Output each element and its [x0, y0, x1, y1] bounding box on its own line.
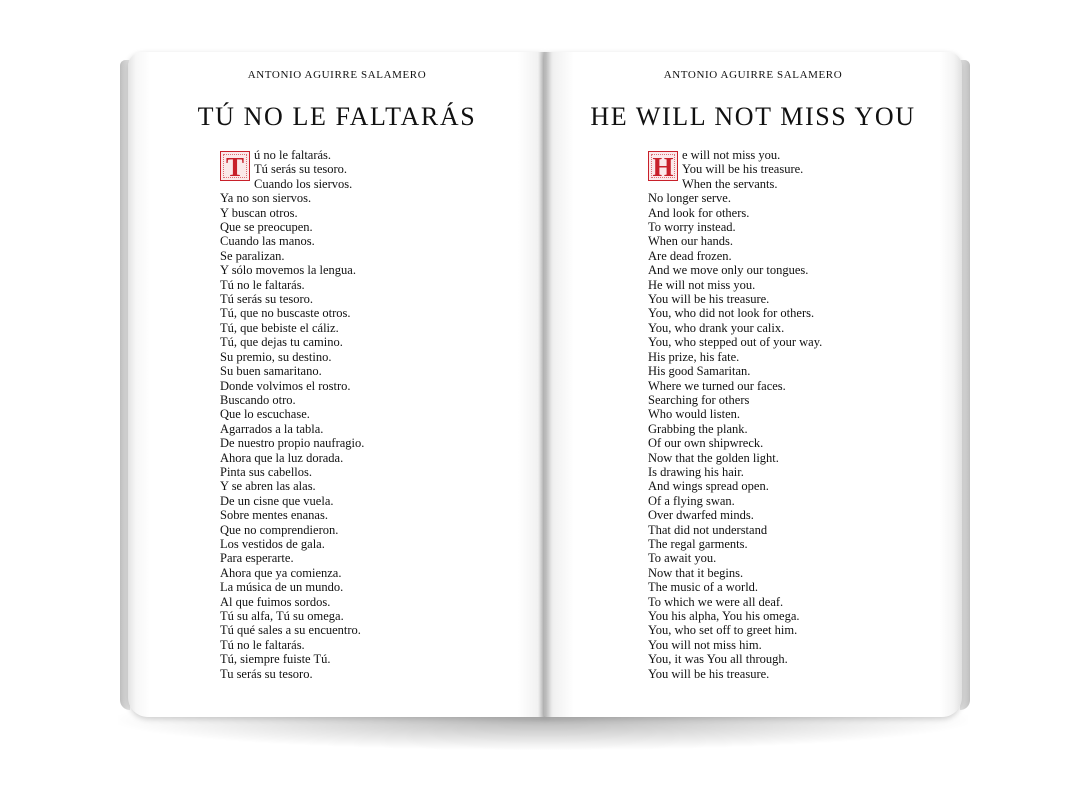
- poem-line: To worry instead.: [648, 220, 736, 235]
- poem-line: Now that it begins.: [648, 565, 744, 580]
- poem-line: His good Samaritan.: [648, 364, 751, 379]
- poem-line: Y buscan otros.: [220, 205, 298, 220]
- poem-line: You, who did not look for others.: [648, 306, 815, 321]
- poem-line: And wings spread open.: [648, 479, 769, 494]
- poem-line: When our hands.: [648, 234, 734, 249]
- poem-line: Sobre mentes enanas.: [220, 508, 328, 523]
- poem-line: Ahora que ya comienza.: [220, 565, 342, 580]
- poem-line: You, who drank your calix.: [648, 320, 785, 335]
- poem-line: Tú, que dejas tu camino.: [220, 335, 343, 350]
- poem-line: Y sólo movemos la lengua.: [220, 263, 356, 278]
- poem-line: Who would listen.: [648, 407, 741, 422]
- poem-line: And look for others.: [648, 205, 750, 220]
- poem-line: Que lo escuchase.: [220, 407, 310, 422]
- poem-line: When the servants.: [682, 176, 778, 191]
- poem-line: To which we were all deaf.: [648, 594, 784, 609]
- poem-line: Que no comprendieron.: [220, 522, 339, 537]
- poem-line: Los vestidos de gala.: [220, 536, 325, 551]
- poem-line: Where we turned our faces.: [648, 378, 786, 393]
- poem-line: Searching for others: [648, 392, 750, 407]
- poem-line: Pinta sus cabellos.: [220, 464, 313, 479]
- poem-line: Tú su alfa, Tú su omega.: [220, 609, 344, 623]
- left-drop-cap: T: [220, 151, 250, 181]
- poem-line: Of our own shipwreck.: [648, 436, 764, 451]
- poem-line: Tú no le faltarás.: [220, 277, 305, 292]
- poem-line: Para esperarte.: [220, 551, 294, 566]
- poem-line: His prize, his fate.: [648, 349, 740, 364]
- poem-line: Tú no le faltarás.: [220, 637, 305, 652]
- poem-line: Of a flying swan.: [648, 493, 735, 508]
- poem-line: Tu serás su tesoro.: [220, 666, 313, 681]
- poem-line: Ahora que la luz dorada.: [220, 450, 344, 465]
- poem-line: Que se preocupen.: [220, 220, 313, 235]
- poem-line: You will be his treasure.: [682, 162, 804, 177]
- poem-line: Tú serás su tesoro.: [254, 162, 348, 177]
- poem-line: Su premio, su destino.: [220, 349, 332, 364]
- poem-line: Donde volvimos el rostro.: [220, 378, 351, 393]
- right-poem: [648, 148, 948, 681]
- poem-line: You, who set off to greet him.: [648, 623, 798, 638]
- poem-line: The regal garments.: [648, 536, 748, 551]
- poem-line: Over dwarfed minds.: [648, 508, 754, 523]
- poem-line: De nuestro propio naufragio.: [220, 436, 365, 451]
- poem-line: e will not miss you.: [682, 148, 781, 162]
- poem-line: Is drawing his hair.: [648, 464, 744, 479]
- poem-line: Agarrados a la tabla.: [220, 421, 324, 436]
- poem-line: You will not miss him.: [648, 637, 762, 652]
- poem-line: You, who stepped out of your way.: [648, 335, 823, 350]
- poem-line: You his alpha, You his omega.: [648, 609, 800, 623]
- poem-line: And we move only our tongues.: [648, 263, 809, 278]
- right-drop-cap: H: [648, 151, 678, 181]
- right-poem-title: HE WILL NOT MISS YOU: [590, 102, 916, 131]
- poem-line: La música de un mundo.: [220, 580, 344, 595]
- poem-line: Grabbing the plank.: [648, 421, 748, 436]
- poem-line: Se paralizan.: [220, 248, 285, 263]
- poem-line: Cuando las manos.: [220, 234, 315, 249]
- poem-line: Cuando los siervos.: [254, 176, 353, 191]
- poem-line: ú no le faltarás.: [254, 148, 332, 162]
- book-gutter: [538, 52, 552, 717]
- poem-line: De un cisne que vuela.: [220, 493, 334, 508]
- poem-line: Tú, que no buscaste otros.: [220, 306, 351, 321]
- left-poem-title: TÚ NO LE FALTARÁS: [197, 102, 477, 131]
- poem-line: To await you.: [648, 551, 717, 566]
- poem-line: Are dead frozen.: [648, 248, 732, 263]
- left-running-head: ANTONIO AGUIRRE SALAMERO: [247, 69, 427, 81]
- poem-line: That did not understand: [648, 522, 768, 537]
- left-page: [128, 52, 546, 717]
- left-poem: [220, 148, 520, 681]
- poem-line: Tú, siempre fuiste Tú.: [220, 652, 331, 667]
- poem-line: Al que fuimos sordos.: [220, 594, 331, 609]
- right-page: [544, 52, 962, 717]
- poem-line: You, it was You all through.: [648, 652, 788, 667]
- poem-line: Tú serás su tesoro.: [220, 292, 314, 307]
- poem-line: Tú qué sales a su encuentro.: [220, 623, 361, 638]
- poem-line: Ya no son siervos.: [220, 191, 312, 206]
- poem-line: Y se abren las alas.: [220, 479, 316, 494]
- poem-line: You will be his treasure.: [648, 292, 770, 307]
- poem-line: Buscando otro.: [220, 392, 296, 407]
- poem-line: Tú, que bebiste el cáliz.: [220, 320, 339, 335]
- poem-line: He will not miss you.: [648, 277, 756, 292]
- poem-line: Now that the golden light.: [648, 450, 779, 465]
- poem-line: No longer serve.: [648, 191, 731, 206]
- poem-line: You will be his treasure.: [648, 666, 770, 681]
- poem-line: Su buen samaritano.: [220, 364, 322, 379]
- right-running-head: ANTONIO AGUIRRE SALAMERO: [663, 69, 843, 81]
- poem-line: The music of a world.: [648, 580, 759, 595]
